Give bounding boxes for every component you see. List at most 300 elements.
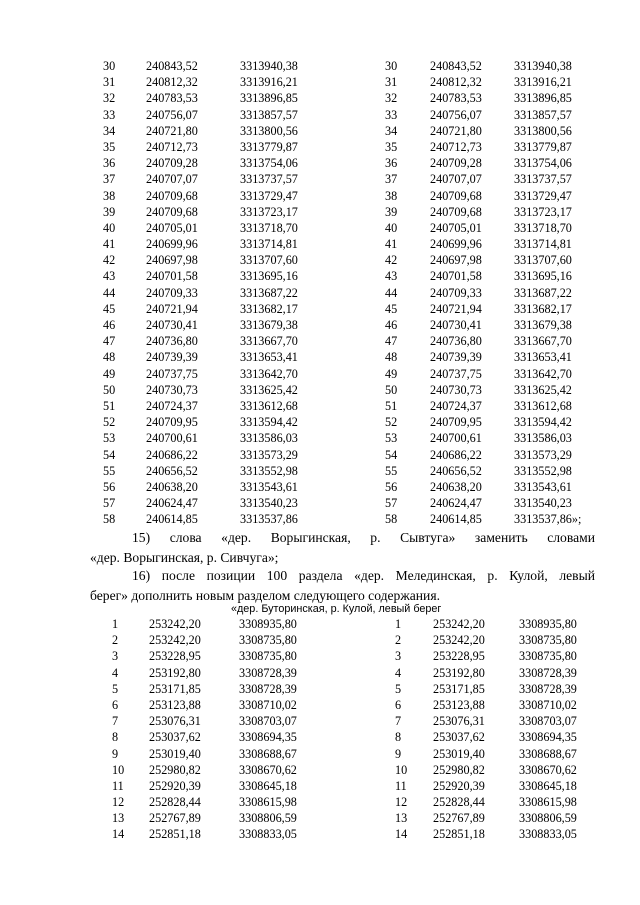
table-row: [0, 511, 640, 527]
point-number: 1: [112, 617, 119, 631]
y-coordinate: 3313642,70: [240, 366, 298, 381]
point-number: 58: [385, 512, 398, 527]
point-number: 57: [385, 496, 398, 511]
x-coordinate: 240812,32: [430, 75, 482, 90]
y-coordinate: 3308645,18: [519, 778, 577, 793]
x-coordinate: 240701,58: [146, 269, 198, 284]
point-number: 34: [103, 123, 116, 138]
point-number: 43: [385, 269, 398, 284]
table-row: [0, 301, 640, 317]
point-number: 38: [103, 188, 116, 203]
point-number: 31: [103, 75, 116, 90]
point-number: 44: [103, 285, 116, 300]
y-coordinate: 3313916,21: [514, 75, 572, 90]
point-number: 35: [385, 139, 398, 154]
y-coordinate: 3313779,87: [514, 139, 572, 154]
point-number: 30: [385, 59, 398, 73]
paragraph-16-line-2: берег» дополнить новым разделом следующего содержания.: [90, 588, 440, 603]
y-coordinate: 3313800,56: [514, 123, 572, 138]
point-number: 54: [385, 447, 398, 462]
y-coordinate: 3313857,57: [514, 107, 572, 122]
point-number: 32: [103, 91, 116, 106]
point-number: 11: [395, 778, 407, 793]
x-coordinate: 240721,80: [430, 123, 482, 138]
x-coordinate: 240614,85: [146, 512, 198, 527]
x-coordinate: 240730,73: [146, 382, 198, 397]
table-row: [0, 746, 640, 762]
y-coordinate: 3313586,03: [514, 431, 572, 446]
y-coordinate: 3313552,98: [240, 463, 298, 478]
section-heading: «дер. Буторинская, р. Кулой, левый берег: [231, 603, 442, 615]
y-coordinate: 3313857,57: [240, 107, 298, 122]
y-coordinate: 3313729,47: [240, 188, 298, 203]
x-coordinate: 240783,53: [430, 91, 482, 106]
y-coordinate: 3308735,80: [519, 649, 577, 664]
point-number: 31: [385, 75, 398, 90]
table-row: [0, 632, 640, 648]
point-number: 32: [385, 91, 398, 106]
point-number: 3: [112, 649, 119, 664]
x-coordinate: 240709,68: [146, 204, 198, 219]
x-coordinate: 253192,80: [433, 665, 485, 680]
y-coordinate: 3313586,03: [240, 431, 298, 446]
table-row: [0, 697, 640, 713]
point-number: 51: [103, 398, 116, 413]
x-coordinate: 252767,89: [149, 811, 201, 826]
x-coordinate: 240730,73: [430, 382, 482, 397]
table-row: [0, 268, 640, 284]
x-coordinate: 240724,37: [430, 398, 482, 413]
table-row: [0, 139, 640, 155]
x-coordinate: 253123,88: [433, 697, 485, 712]
y-coordinate: 3313594,42: [514, 415, 572, 430]
x-coordinate: 240843,52: [146, 59, 198, 73]
x-coordinate: 253242,20: [149, 633, 201, 648]
point-number: 3: [395, 649, 402, 664]
y-coordinate: 3313896,85: [240, 91, 298, 106]
table-row: [0, 794, 640, 810]
point-number: 56: [385, 479, 398, 494]
point-number: 1: [395, 617, 402, 631]
table-row: [0, 333, 640, 349]
x-coordinate: 252920,39: [149, 778, 201, 793]
x-coordinate: 240721,80: [146, 123, 198, 138]
point-number: 36: [385, 156, 398, 171]
table-row: [0, 398, 640, 414]
x-coordinate: 240709,28: [146, 156, 198, 171]
y-coordinate: 3308935,80: [519, 617, 577, 631]
x-coordinate: 240721,94: [430, 301, 482, 316]
x-coordinate: 240783,53: [146, 91, 198, 106]
y-coordinate: 3308688,67: [239, 746, 297, 761]
y-coordinate: 3313754,06: [240, 156, 298, 171]
table-row: [0, 463, 640, 479]
x-coordinate: 240736,80: [430, 334, 482, 349]
table-row: [0, 681, 640, 697]
table-row: [0, 220, 640, 236]
coordinates-table-1: [0, 58, 640, 527]
y-coordinate: 3313754,06: [514, 156, 572, 171]
point-number: 34: [385, 123, 398, 138]
y-coordinate: 3313625,42: [240, 382, 298, 397]
point-number: 48: [385, 350, 398, 365]
point-number: 57: [103, 496, 116, 511]
point-number: 12: [112, 795, 125, 810]
y-coordinate: 3313679,38: [240, 318, 298, 332]
point-number: 55: [103, 463, 116, 478]
paragraph-16: [90, 566, 595, 606]
table-row: [0, 123, 640, 139]
table-row: [0, 285, 640, 301]
point-number: 51: [385, 398, 398, 413]
y-coordinate: 3313540,23: [514, 496, 572, 511]
x-coordinate: 253171,85: [433, 681, 485, 696]
paragraph-15-line-2: «дер. Ворыгинская, р. Сивчуга»;: [90, 550, 279, 565]
y-coordinate: 3308728,39: [519, 665, 577, 680]
y-coordinate: 3313718,70: [514, 220, 572, 235]
table-row: [0, 90, 640, 106]
y-coordinate: 3308703,07: [239, 714, 297, 729]
table-row: [0, 74, 640, 90]
point-number: 9: [395, 746, 402, 761]
table-row: [0, 236, 640, 252]
point-number: 35: [103, 139, 116, 154]
table-row: [0, 713, 640, 729]
y-coordinate: 3308670,62: [239, 762, 297, 777]
point-number: 49: [103, 366, 116, 381]
y-coordinate: 3308806,59: [519, 811, 577, 826]
point-number: 37: [103, 172, 116, 187]
y-coordinate: 3308735,80: [519, 633, 577, 648]
y-coordinate: 3313679,38: [514, 318, 572, 332]
y-coordinate: 3313687,22: [240, 285, 298, 300]
y-coordinate: 3308615,98: [239, 795, 297, 810]
x-coordinate: 240705,01: [146, 220, 198, 235]
table-row: [0, 349, 640, 365]
y-coordinate: 3313653,41: [240, 350, 298, 365]
point-number: 14: [112, 827, 125, 842]
table-row: [0, 204, 640, 220]
y-coordinate: 3313916,21: [240, 75, 298, 90]
paragraph-15-line-1: 15) слова «дер. Ворыгинская, р. Сывтуга» заменить словами: [132, 530, 595, 545]
point-number: 39: [385, 204, 398, 219]
y-coordinate: 3313695,16: [240, 269, 298, 284]
point-number: 37: [385, 172, 398, 187]
point-number: 45: [385, 301, 398, 316]
x-coordinate: 240699,96: [146, 237, 198, 252]
table-row: [0, 729, 640, 745]
y-coordinate: 3313687,22: [514, 285, 572, 300]
x-coordinate: 240739,39: [430, 350, 482, 365]
x-coordinate: 253076,31: [433, 714, 485, 729]
point-number: 43: [103, 269, 116, 284]
y-coordinate: 3308735,80: [239, 633, 297, 648]
x-coordinate: 240624,47: [146, 496, 198, 511]
point-number: 33: [385, 107, 398, 122]
y-coordinate: 3308703,07: [519, 714, 577, 729]
y-coordinate: 3308728,39: [239, 681, 297, 696]
point-number: 41: [103, 237, 116, 252]
y-coordinate: 3313737,57: [240, 172, 298, 187]
x-coordinate: 240812,32: [146, 75, 198, 90]
table-row: [0, 616, 640, 632]
x-coordinate: 252851,18: [433, 827, 485, 842]
y-coordinate: 3313653,41: [514, 350, 572, 365]
y-coordinate: 3313682,17: [240, 301, 298, 316]
y-coordinate: 3313800,56: [240, 123, 298, 138]
point-number: 48: [103, 350, 116, 365]
table-row: [0, 155, 640, 171]
point-number: 38: [385, 188, 398, 203]
x-coordinate: 253242,20: [433, 617, 485, 631]
x-coordinate: 240756,07: [146, 107, 198, 122]
table-row: [0, 447, 640, 463]
y-coordinate: 3313552,98: [514, 463, 572, 478]
point-number: 10: [395, 762, 408, 777]
y-coordinate: 3313714,81: [514, 237, 572, 252]
point-number: 42: [385, 253, 398, 268]
y-coordinate: 3308728,39: [239, 665, 297, 680]
table-row: [0, 366, 640, 382]
x-coordinate: 240737,75: [430, 366, 482, 381]
point-number: 5: [395, 681, 402, 696]
y-coordinate: 3313612,68: [240, 398, 298, 413]
y-coordinate: 3308688,67: [519, 746, 577, 761]
x-coordinate: 240709,68: [430, 204, 482, 219]
table-row: [0, 665, 640, 681]
x-coordinate: 253192,80: [149, 665, 201, 680]
x-coordinate: 240699,96: [430, 237, 482, 252]
point-number: 55: [385, 463, 398, 478]
y-coordinate: 3313612,68: [514, 398, 572, 413]
y-coordinate: 3308670,62: [519, 762, 577, 777]
point-number: 13: [112, 811, 125, 826]
table-row: [0, 107, 640, 123]
x-coordinate: 253123,88: [149, 697, 201, 712]
point-number: 54: [103, 447, 116, 462]
x-coordinate: 253019,40: [149, 746, 201, 761]
point-number: 6: [112, 697, 119, 712]
x-coordinate: 253228,95: [433, 649, 485, 664]
point-number: 49: [385, 366, 398, 381]
point-number: 14: [395, 827, 408, 842]
x-coordinate: 240739,39: [146, 350, 198, 365]
y-coordinate: 3313723,17: [240, 204, 298, 219]
x-coordinate: 252767,89: [433, 811, 485, 826]
x-coordinate: 240737,75: [146, 366, 198, 381]
point-number: 7: [395, 714, 402, 729]
point-number: 8: [395, 730, 402, 745]
point-number: 4: [112, 665, 119, 680]
point-number: 2: [395, 633, 402, 648]
point-number: 53: [385, 431, 398, 446]
point-number: 6: [395, 697, 402, 712]
point-number: 52: [103, 415, 116, 430]
y-coordinate: 3308710,02: [239, 697, 297, 712]
x-coordinate: 240709,95: [430, 415, 482, 430]
x-coordinate: 240701,58: [430, 269, 482, 284]
table-row: [0, 414, 640, 430]
x-coordinate: 253037,62: [433, 730, 485, 745]
point-number: 5: [112, 681, 119, 696]
y-coordinate: 3308833,05: [239, 827, 297, 842]
x-coordinate: 240638,20: [146, 479, 198, 494]
point-number: 13: [395, 811, 408, 826]
point-number: 33: [103, 107, 116, 122]
y-coordinate: 3313667,70: [514, 334, 572, 349]
x-coordinate: 240730,41: [430, 318, 482, 332]
x-coordinate: 240656,52: [146, 463, 198, 478]
x-coordinate: 240707,07: [430, 172, 482, 187]
table-row: [0, 648, 640, 664]
x-coordinate: 252828,44: [149, 795, 201, 810]
table-row: [0, 58, 640, 74]
point-number: 46: [385, 318, 398, 332]
x-coordinate: 252980,82: [149, 762, 201, 777]
point-number: 50: [103, 382, 116, 397]
x-coordinate: 252828,44: [433, 795, 485, 810]
y-coordinate: 3313695,16: [514, 269, 572, 284]
table-row: [0, 778, 640, 794]
point-number: 44: [385, 285, 398, 300]
point-number: 9: [112, 746, 119, 761]
point-number: 30: [103, 59, 116, 73]
y-coordinate: 3313642,70: [514, 366, 572, 381]
y-coordinate: 3313540,23: [240, 496, 298, 511]
point-number: 53: [103, 431, 116, 446]
y-coordinate: 3308833,05: [519, 827, 577, 842]
y-coordinate: 3313537,86»;: [514, 512, 582, 527]
table-row: [0, 317, 640, 333]
y-coordinate: 3313707,60: [514, 253, 572, 268]
x-coordinate: 252920,39: [433, 778, 485, 793]
x-coordinate: 240709,33: [430, 285, 482, 300]
table-row: [0, 479, 640, 495]
table-row: [0, 430, 640, 446]
point-number: 56: [103, 479, 116, 494]
y-coordinate: 3313667,70: [240, 334, 298, 349]
x-coordinate: 253076,31: [149, 714, 201, 729]
y-coordinate: 3308806,59: [239, 811, 297, 826]
table-row: [0, 382, 640, 398]
coordinates-table-2: [0, 616, 640, 843]
x-coordinate: 252980,82: [433, 762, 485, 777]
x-coordinate: 240730,41: [146, 318, 198, 332]
point-number: 2: [112, 633, 119, 648]
y-coordinate: 3313537,86: [240, 512, 298, 527]
paragraph-16-line-1: 16) после позиции 100 раздела «дер. Мелединская, р. Кулой, левый: [132, 568, 595, 583]
x-coordinate: 240709,33: [146, 285, 198, 300]
y-coordinate: 3308728,39: [519, 681, 577, 696]
y-coordinate: 3313682,17: [514, 301, 572, 316]
x-coordinate: 240686,22: [430, 447, 482, 462]
y-coordinate: 3308735,80: [239, 649, 297, 664]
point-number: 40: [103, 220, 116, 235]
point-number: 58: [103, 512, 116, 527]
point-number: 40: [385, 220, 398, 235]
point-number: 36: [103, 156, 116, 171]
point-number: 10: [112, 762, 125, 777]
table-row: [0, 810, 640, 826]
x-coordinate: 253228,95: [149, 649, 201, 664]
table-row: [0, 188, 640, 204]
point-number: 50: [385, 382, 398, 397]
x-coordinate: 240724,37: [146, 398, 198, 413]
point-number: 8: [112, 730, 119, 745]
y-coordinate: 3313707,60: [240, 253, 298, 268]
point-number: 12: [395, 795, 408, 810]
y-coordinate: 3313737,57: [514, 172, 572, 187]
y-coordinate: 3313723,17: [514, 204, 572, 219]
y-coordinate: 3313940,38: [240, 59, 298, 73]
paragraph-15: [90, 528, 595, 568]
x-coordinate: 253242,20: [149, 617, 201, 631]
x-coordinate: 240697,98: [430, 253, 482, 268]
y-coordinate: 3308694,35: [239, 730, 297, 745]
x-coordinate: 240697,98: [146, 253, 198, 268]
x-coordinate: 240705,01: [430, 220, 482, 235]
table-row: [0, 826, 640, 842]
x-coordinate: 253019,40: [433, 746, 485, 761]
point-number: 41: [385, 237, 398, 252]
x-coordinate: 240686,22: [146, 447, 198, 462]
x-coordinate: 240700,61: [430, 431, 482, 446]
point-number: 4: [395, 665, 402, 680]
y-coordinate: 3313896,85: [514, 91, 572, 106]
y-coordinate: 3313543,61: [240, 479, 298, 494]
x-coordinate: 240709,28: [430, 156, 482, 171]
point-number: 42: [103, 253, 116, 268]
x-coordinate: 240712,73: [146, 139, 198, 154]
x-coordinate: 240656,52: [430, 463, 482, 478]
x-coordinate: 240709,68: [146, 188, 198, 203]
y-coordinate: 3313594,42: [240, 415, 298, 430]
point-number: 39: [103, 204, 116, 219]
point-number: 45: [103, 301, 116, 316]
y-coordinate: 3313779,87: [240, 139, 298, 154]
y-coordinate: 3313625,42: [514, 382, 572, 397]
x-coordinate: 252851,18: [149, 827, 201, 842]
point-number: 47: [103, 334, 116, 349]
table-row: [0, 762, 640, 778]
x-coordinate: 240614,85: [430, 512, 482, 527]
point-number: 11: [112, 778, 124, 793]
y-coordinate: 3313543,61: [514, 479, 572, 494]
x-coordinate: 253242,20: [433, 633, 485, 648]
x-coordinate: 240638,20: [430, 479, 482, 494]
y-coordinate: 3308710,02: [519, 697, 577, 712]
y-coordinate: 3313729,47: [514, 188, 572, 203]
x-coordinate: 253037,62: [149, 730, 201, 745]
x-coordinate: 240843,52: [430, 59, 482, 73]
point-number: 52: [385, 415, 398, 430]
y-coordinate: 3313573,29: [514, 447, 572, 462]
x-coordinate: 240721,94: [146, 301, 198, 316]
y-coordinate: 3308645,18: [239, 778, 297, 793]
point-number: 47: [385, 334, 398, 349]
table-row: [0, 495, 640, 511]
x-coordinate: 240709,95: [146, 415, 198, 430]
y-coordinate: 3308694,35: [519, 730, 577, 745]
point-number: 7: [112, 714, 119, 729]
table-row: [0, 171, 640, 187]
y-coordinate: 3308935,80: [239, 617, 297, 631]
x-coordinate: 240712,73: [430, 139, 482, 154]
x-coordinate: 240736,80: [146, 334, 198, 349]
y-coordinate: 3313940,38: [514, 59, 572, 73]
x-coordinate: 240700,61: [146, 431, 198, 446]
y-coordinate: 3313573,29: [240, 447, 298, 462]
